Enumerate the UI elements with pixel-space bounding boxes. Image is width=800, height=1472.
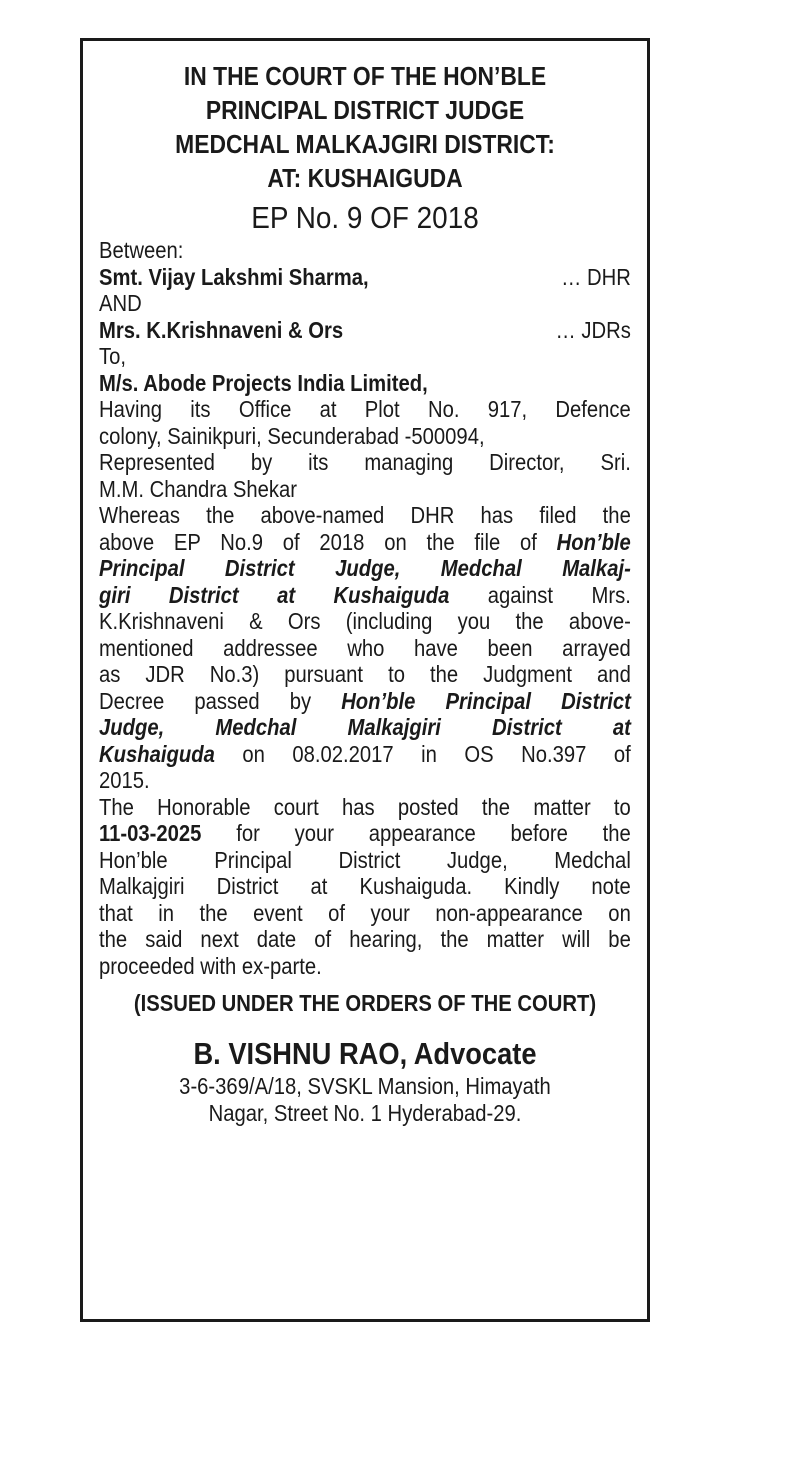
- heading-line-2: PRINCIPAL DISTRICT JUDGE: [205, 95, 525, 125]
- issued-note: (ISSUED UNDER THE ORDERS OF THE COURT): [133, 990, 597, 1016]
- addressee-address-line: M.M. Chandra Shekar: [99, 475, 297, 502]
- court-name-emphasis: Hon’ble Principal District: [341, 687, 631, 714]
- notice-body: [99, 237, 631, 979]
- petitioner-row: [99, 264, 631, 291]
- paragraph-line: that in the event of your non-appearance on: [99, 899, 631, 926]
- respondent-role: … JDRs: [555, 316, 631, 343]
- to-label: To,: [99, 343, 127, 369]
- respondent-name: Mrs. K.Krishnaveni & Ors: [99, 316, 344, 343]
- addressee-name: M/s. Abode Projects India Limited,: [99, 369, 428, 396]
- between-label: Between:: [99, 237, 184, 263]
- hearing-date: 11-03-2025: [99, 820, 202, 846]
- hearing-paragraph: [99, 794, 631, 980]
- advocate-address-line: 3-6-369/A/18, SVSKL Mansion, Himayath: [179, 1073, 551, 1099]
- paragraph-line: above EP No.9 of 2018 on the file of Hon’ble: [99, 528, 631, 555]
- advocate-name: B. VISHNU RAO, Advocate: [193, 1036, 537, 1071]
- paragraph-line: 11-03-2025 for your appearance before the: [99, 820, 631, 846]
- court-heading: [99, 59, 631, 195]
- court-name-emphasis: Kushaiguda: [99, 740, 215, 767]
- paragraph-line: proceeded with ex-parte.: [99, 952, 322, 979]
- paragraph-line: K.Krishnaveni & Ors (including you the above-: [99, 608, 631, 634]
- paragraph-line: Hon’ble Principal District Judge, Medchal: [99, 846, 631, 873]
- heading-line-1: IN THE COURT OF THE HON’BLE: [183, 61, 547, 91]
- and-label: AND: [99, 290, 142, 316]
- respondent-row: [99, 317, 631, 344]
- paragraph-line: Kushaiguda on 08.02.2017 in OS No.397 of: [99, 740, 631, 767]
- paragraph-line: Whereas the above-named DHR has filed the: [99, 502, 631, 528]
- heading-line-3: MEDCHAL MALKAJGIRI DISTRICT:: [175, 129, 555, 159]
- addressee-address-line: Having its Office at Plot No. 917, Defence: [99, 396, 631, 422]
- paragraph-line: giri District at Kushaiguda against Mrs.: [99, 581, 631, 608]
- paragraph-line: Principal District Judge, Medchal Malkaj-: [99, 555, 631, 581]
- addressee-address-line: colony, Sainikpuri, Secunderabad -500094,: [99, 422, 485, 449]
- petitioner-name: Smt. Vijay Lakshmi Sharma,: [99, 263, 369, 290]
- paragraph-line: The Honorable court has posted the matter to: [99, 793, 631, 820]
- advocate-address-line: Nagar, Street No. 1 Hyderabad-29.: [208, 1100, 522, 1126]
- paragraph-line: Judge, Medchal Malkajgiri District at: [99, 714, 631, 740]
- heading-line-4: AT: KUSHAIGUDA: [267, 163, 463, 193]
- paragraph-line: as JDR No.3) pursuant to the Judgment and: [99, 661, 631, 687]
- paragraph-line: Malkajgiri District at Kushaiguda. Kindly note: [99, 873, 631, 899]
- paragraph-line: mentioned addressee who have been arrayed: [99, 634, 631, 661]
- paragraph-line: the said next date of hearing, the matter will be: [99, 926, 631, 952]
- court-name-emphasis: giri District at Kushaiguda: [99, 581, 450, 608]
- paragraph-line: 2015.: [99, 767, 150, 793]
- petitioner-role: … DHR: [561, 263, 631, 290]
- addressee-address-line: Represented by its managing Director, Sri.: [99, 449, 631, 475]
- paragraph-line: Decree passed by Hon’ble Principal District: [99, 687, 631, 714]
- case-number: EP No. 9 OF 2018: [251, 200, 479, 235]
- whereas-paragraph: [99, 502, 631, 794]
- court-name-emphasis: Hon’ble: [556, 528, 631, 555]
- court-notice: [80, 38, 650, 1322]
